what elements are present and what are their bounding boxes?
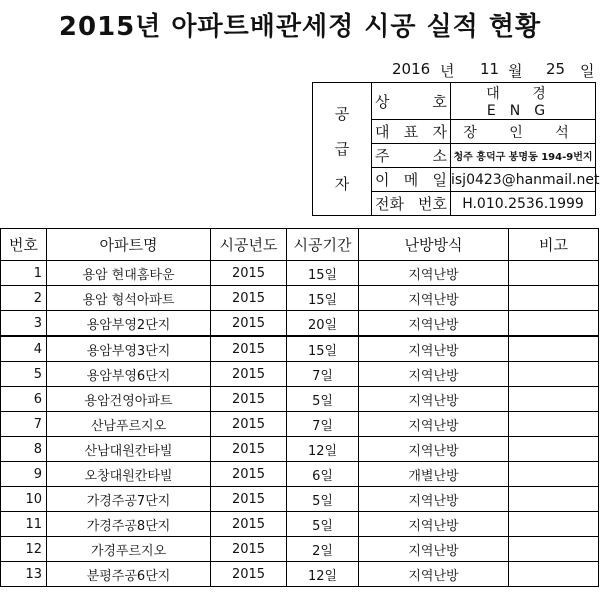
document-date: [380, 60, 595, 80]
remarks: [509, 462, 599, 487]
date-month: 11: [480, 60, 500, 78]
construction-year: 2015: [211, 286, 287, 311]
apartment-name: 분평주공6단지: [47, 562, 211, 587]
remarks: [509, 562, 599, 587]
address-label: 주 소: [372, 144, 451, 168]
construction-period: 15일: [287, 336, 359, 362]
apartment-name: 용암부영6단지: [47, 362, 211, 387]
apartment-name: 용암부영2단지: [47, 311, 211, 337]
date-day-unit: 일: [580, 62, 595, 80]
heating-type: 지역난방: [359, 487, 509, 512]
table-row: [1, 412, 599, 437]
page-title: 2015년 아파트배관세정 시공 실적 현황: [58, 12, 542, 42]
table-row: [1, 512, 599, 537]
remarks: [509, 512, 599, 537]
remarks: [509, 387, 599, 412]
remarks: [509, 336, 599, 362]
date-year: 2016: [392, 60, 431, 78]
apartment-name: 산남푸르지오: [47, 412, 211, 437]
construction-year: 2015: [211, 487, 287, 512]
remarks: [509, 487, 599, 512]
construction-period: 6일: [287, 462, 359, 487]
heating-type: 지역난방: [359, 412, 509, 437]
apartment-name: 산남대원칸타빌: [47, 437, 211, 462]
construction-period: 7일: [287, 412, 359, 437]
row-number: 13: [1, 562, 47, 587]
apartment-name: 용암 현대홈타운: [47, 261, 211, 286]
construction-period: 7일: [287, 362, 359, 387]
table-row: [1, 437, 599, 462]
supplier-group-label: 공 급 자: [313, 83, 372, 216]
remarks: [509, 261, 599, 286]
construction-period: 5일: [287, 512, 359, 537]
apartment-name: 용암부영3단지: [47, 336, 211, 362]
heating-type: 지역난방: [359, 286, 509, 311]
construction-period: 2일: [287, 537, 359, 562]
header-year: 시공년도: [211, 229, 287, 261]
row-number: 4: [1, 336, 47, 362]
row-number: 2: [1, 286, 47, 311]
apartment-name: 오창대원칸타빌: [47, 462, 211, 487]
remarks: [509, 437, 599, 462]
phone-value: H.010.2536.1999: [451, 192, 596, 216]
table-row: [1, 362, 599, 387]
table-row: [1, 336, 599, 362]
construction-year: 2015: [211, 261, 287, 286]
table-row: [1, 562, 599, 587]
company-name-value: 대 경 ENG: [451, 83, 596, 120]
header-no: 번호: [1, 229, 47, 261]
remarks: [509, 362, 599, 387]
row-number: 3: [1, 311, 47, 337]
representative-value: 장 인 석: [451, 120, 596, 144]
row-number: 8: [1, 437, 47, 462]
construction-period: 12일: [287, 562, 359, 587]
supplier-info-table: [312, 82, 600, 216]
remarks: [509, 286, 599, 311]
construction-period: 5일: [287, 387, 359, 412]
remarks: [509, 311, 599, 337]
header-period: 시공기간: [287, 229, 359, 261]
table-header-row: [1, 229, 599, 261]
performance-table: [0, 228, 599, 587]
apartment-name: 가경푸르지오: [47, 537, 211, 562]
apartment-name: 가경주공8단지: [47, 512, 211, 537]
heating-type: 지역난방: [359, 562, 509, 587]
construction-year: 2015: [211, 512, 287, 537]
heating-type: 개별난방: [359, 462, 509, 487]
remarks: [509, 412, 599, 437]
table-row: [1, 462, 599, 487]
heating-type: 지역난방: [359, 387, 509, 412]
construction-year: 2015: [211, 412, 287, 437]
date-month-unit: 월: [508, 62, 523, 80]
apartment-name: 용암건영아파트: [47, 387, 211, 412]
heating-type: 지역난방: [359, 362, 509, 387]
header-apartment: 아파트명: [47, 229, 211, 261]
heating-type: 지역난방: [359, 512, 509, 537]
construction-year: 2015: [211, 387, 287, 412]
header-heating: 난방방식: [359, 229, 509, 261]
construction-year: 2015: [211, 537, 287, 562]
company-name-label: 상 호: [372, 83, 451, 120]
table-row: [1, 487, 599, 512]
construction-year: 2015: [211, 462, 287, 487]
apartment-name: 용암 형석아파트: [47, 286, 211, 311]
address-value: 청주 흥덕구 봉명동 194-9번지: [451, 144, 596, 168]
table-row: [1, 311, 599, 337]
construction-year: 2015: [211, 437, 287, 462]
table-row: [1, 537, 599, 562]
construction-period: 5일: [287, 487, 359, 512]
table-row: [1, 261, 599, 286]
remarks: [509, 537, 599, 562]
heating-type: 지역난방: [359, 437, 509, 462]
heating-type: 지역난방: [359, 261, 509, 286]
header-note: 비고: [509, 229, 599, 261]
row-number: 9: [1, 462, 47, 487]
table-row: [1, 387, 599, 412]
row-number: 12: [1, 537, 47, 562]
apartment-name: 가경주공7단지: [47, 487, 211, 512]
email-value: isj0423@hanmail.net: [451, 168, 596, 192]
email-label: 이 메 일: [372, 168, 451, 192]
date-day: 25: [546, 60, 566, 78]
construction-period: 20일: [287, 311, 359, 337]
row-number: 5: [1, 362, 47, 387]
construction-year: 2015: [211, 562, 287, 587]
row-number: 10: [1, 487, 47, 512]
heating-type: 지역난방: [359, 336, 509, 362]
heating-type: 지역난방: [359, 311, 509, 337]
construction-period: 15일: [287, 286, 359, 311]
row-number: 7: [1, 412, 47, 437]
row-number: 11: [1, 512, 47, 537]
row-number: 1: [1, 261, 47, 286]
construction-year: 2015: [211, 311, 287, 337]
row-number: 6: [1, 387, 47, 412]
phone-label: 전화 번호: [372, 192, 451, 216]
representative-label: 대 표 자: [372, 120, 451, 144]
construction-period: 15일: [287, 261, 359, 286]
construction-year: 2015: [211, 362, 287, 387]
date-year-unit: 년: [440, 62, 455, 80]
table-row: [1, 286, 599, 311]
heating-type: 지역난방: [359, 537, 509, 562]
construction-period: 12일: [287, 437, 359, 462]
construction-year: 2015: [211, 336, 287, 362]
